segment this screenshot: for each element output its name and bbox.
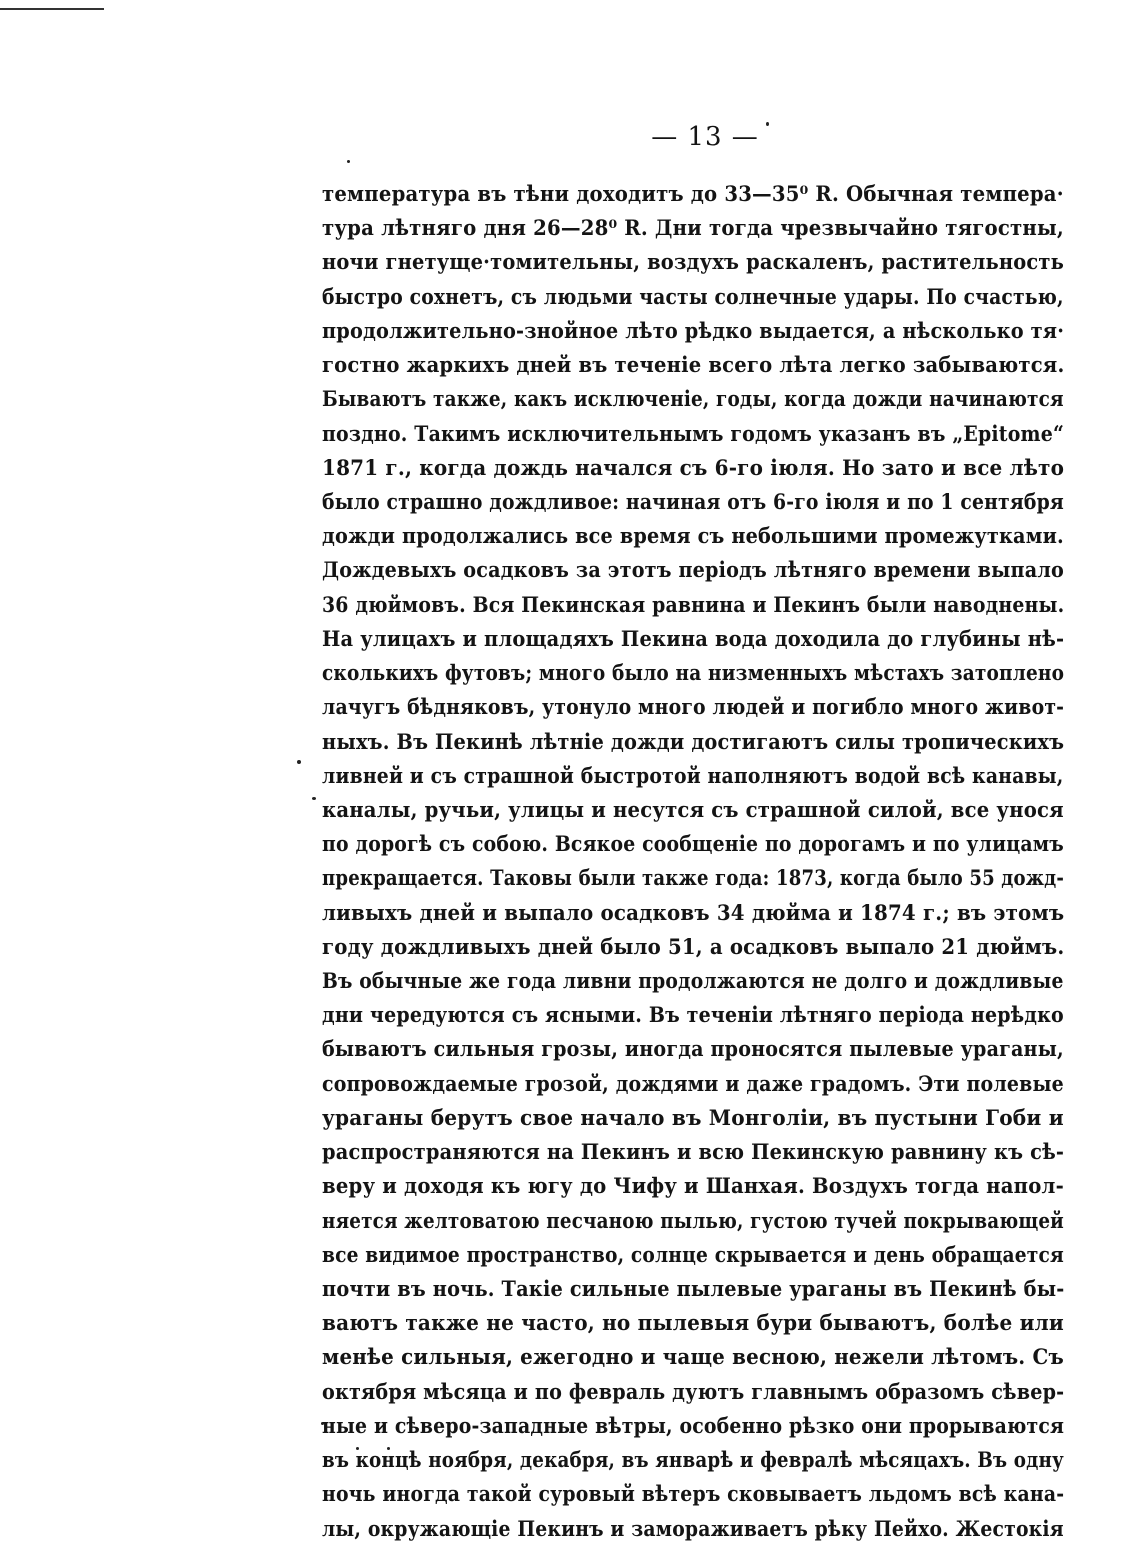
- text-line: каналы, ручьи, улицы и несутся съ страшной силой, все унося: [322, 796, 1064, 822]
- text-line: дни чередуются съ ясными. Въ теченіи лѣтняго періода нерѣдко: [322, 1002, 1064, 1028]
- speck: [766, 122, 769, 126]
- text-line: ночи гнетуще·томительны, воздухъ раскаленъ, растительность: [322, 249, 1065, 275]
- text-line: дожди продолжались все время съ небольшими промежутками.: [322, 523, 1064, 549]
- page-number: — 13 —: [651, 122, 759, 152]
- text-line: въ концѣ ноября, декабря, въ январѣ и февралѣ мѣсяцахъ. Въ одну: [322, 1447, 1064, 1473]
- text-line: гостно жаркихъ дней въ теченіе всего лѣта легко забываются.: [322, 352, 1065, 378]
- text-line: все видимое пространство, солнце скрывается и день обращается: [322, 1241, 1064, 1267]
- text-line: ураганы берутъ свое начало въ Монголіи, въ пустыни Гоби и: [322, 1104, 1064, 1130]
- text-line: Бываютъ также, какъ исключеніе, годы, когда дожди начинаются: [322, 386, 1064, 412]
- text-line: быстро сохнетъ, съ людьми часты солнечные удары. По счастью,: [322, 283, 1064, 309]
- text-line: ные и сѣверо-западные вѣтры, особенно рѣзко они прорываются: [322, 1412, 1065, 1438]
- text-line: поздно. Такимъ исключительнымъ годомъ указанъ въ „Epitome“: [322, 420, 1065, 446]
- text-line: году дождливыхъ дней было 51, а осадковъ выпало 21 дюймъ.: [322, 933, 1065, 959]
- text-body: [322, 177, 1064, 1546]
- text-line: 36 дюймовъ. Вся Пекинская равнина и Пекинъ были наводнены.: [322, 591, 1065, 617]
- text-line: ваютъ также не часто, но пылевыя бури бываютъ, болѣе или: [322, 1310, 1064, 1336]
- text-line: Въ обычные же года ливни продолжаются не долго и дождливые: [322, 968, 1064, 994]
- text-line: было страшно дождливое: начиная отъ 6-го іюля и по 1 сентября: [322, 488, 1064, 514]
- speck: [347, 160, 350, 163]
- text-line: На улицахъ и площадяхъ Пекина вода доходила до глубины нѣ-: [322, 625, 1065, 651]
- corner-rule: [0, 8, 104, 10]
- text-line: продолжительно-знойное лѣто рѣдко выдается, а нѣсколько тя·: [322, 317, 1065, 343]
- text-line: ныхъ. Въ Пекинѣ лѣтніе дожди достигаютъ силы тропическихъ: [322, 728, 1065, 754]
- text-line: температура въ тѣни доходитъ до 33—35⁰ R. Обычная темпера·: [322, 181, 1064, 206]
- text-line: октября мѣсяца и по февраль дуютъ главнымъ образомъ сѣвер-: [322, 1378, 1065, 1404]
- text-line: лы, окружающіе Пекинъ и замораживаетъ рѣку Пейхо. Жестокія: [322, 1515, 1064, 1541]
- text-line: по дорогѣ съ собою. Всякое сообщеніе по дорогамъ и по улицамъ: [322, 831, 1064, 857]
- text-line: ливыхъ дней и выпало осадковъ 34 дюйма и 1874 г.; въ этомъ: [322, 899, 1065, 925]
- text-line: бываютъ сильныя грозы, иногда проносятся пылевые ураганы,: [322, 1036, 1064, 1062]
- text-line: Дождевыхъ осадковъ за этотъ періодъ лѣтняго времени выпало: [322, 557, 1064, 583]
- speck: [312, 797, 316, 800]
- text-line: лачугъ бѣдняковъ, утонуло много людей и погибло много живот-: [322, 694, 1065, 720]
- text-line: ночь иногда такой суровый вѣтеръ сковываетъ льдомъ всѣ кана-: [322, 1481, 1065, 1507]
- text-line: ливней и съ страшной быстротой наполняютъ водой всѣ канавы,: [322, 762, 1064, 788]
- text-line: сопровождаемые грозой, дождями и даже градомъ. Эти полевые: [322, 1070, 1064, 1096]
- text-line: распространяются на Пекинъ и всю Пекинскую равнину къ сѣ-: [322, 1139, 1065, 1165]
- speck: [297, 760, 301, 764]
- text-line: сколькихъ футовъ; много было на низменныхъ мѣстахъ затоплено: [322, 660, 1065, 686]
- text-line: почти въ ночь. Такіе сильные пылевые ураганы въ Пекинѣ бы-: [322, 1276, 1065, 1301]
- text-line: прекращается. Таковы были также года: 1873, когда было 55 дожд-: [322, 865, 1065, 891]
- text-line: веру и доходя къ югу до Чифу и Шанхая. Воздухъ тогда напол-: [322, 1173, 1064, 1199]
- text-line: менѣе сильныя, ежегодно и чаще весною, нежели лѣтомъ. Съ: [322, 1344, 1064, 1370]
- text-line: 1871 г., когда дождь начался съ 6-го іюля. Но зато и все лѣто: [322, 454, 1065, 480]
- text-line: тура лѣтняго дня 26—28⁰ R. Дни тогда чрезвычайно тягостны,: [322, 215, 1064, 241]
- text-line: няется желтоватою песчаною пылью, густою тучей покрывающей: [322, 1207, 1064, 1233]
